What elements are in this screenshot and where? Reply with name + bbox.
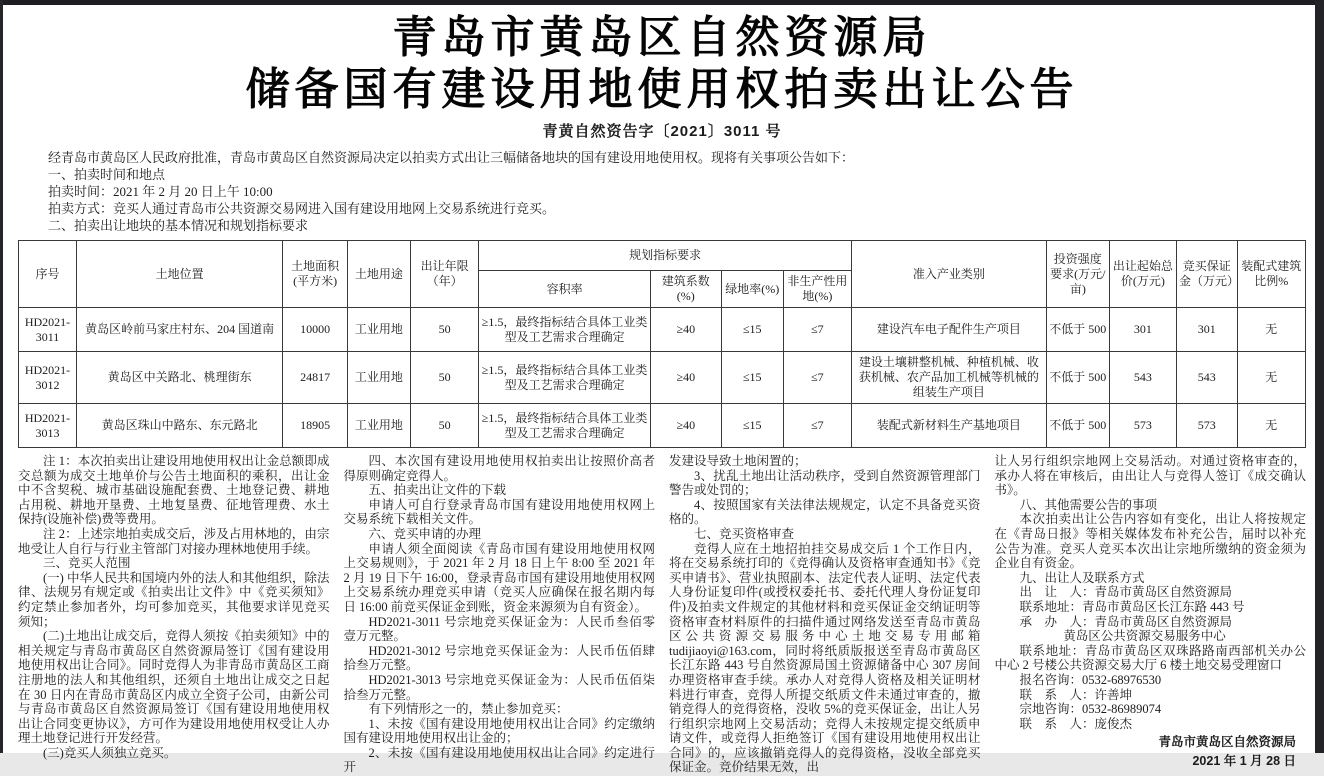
cell-start-price: 573 <box>1109 404 1176 448</box>
paragraph: 竞得人应在土地招拍挂交易成交后 1 个工作日内，将在交易系统打印的《竞得确认及资格审查通知书》《竞买申请书》、营业执照副本、法定代表人证明、法定代表人身份证复印件(或授权委托书、委托代理人身份证复印件)及拍卖文件规定的其他材料和竞买保证金交纳证明等资格审查材料原件的扫描件通过网络发送至青岛市黄岛区公共资源交易服务中心土地交易专用邮箱 tudijiaoyi@163.com，同时将纸质版报送至青岛市黄岛区长江东路 443 号自然资源局国土资源储备中心 307 房间办理资格审查手续。承办人对竞得人资格及相关证明材料进行审查，竞得人所提交纸质文件未通过审查的，撤销竞得人的竞得资格，没收 5%的竞买保证金，出让人另行组织宗地网上交易活动；竞得人未按规定提交纸质申请文件，或竞得人拒绝签订《国有建设用地使用权出让合同》的，应该撤销竞得人的竞得资格，没收全部竞买保证金。竞价结果无效，出 <box>669 541 981 775</box>
section-4-paragraph: 四、本次国有建设用地使用权拍卖出让按照价高者得原则确定竞得人。 <box>343 454 655 483</box>
cell-green: ≤15 <box>721 352 783 404</box>
organizer-line-2: 黄岛区公共资源交易服务中心 <box>1063 629 1226 644</box>
cell-term: 50 <box>411 308 479 352</box>
section-1-heading: 一、拍卖时间和地点 <box>48 167 166 182</box>
continuation-paragraph: 发建设导致土地闲置的； <box>669 454 807 468</box>
header-start-price: 出让起始总价(万元) <box>1109 241 1176 308</box>
cell-industry: 建设土壤耕整机械、种植机械、收获机械、农产品加工机械等机械的组装生产项目 <box>852 352 1047 404</box>
header-term: 出让年限（年） <box>411 241 479 308</box>
section-5-heading: 五、拍卖出让文件的下载 <box>368 483 507 498</box>
cell-nonprod: ≤7 <box>783 352 851 404</box>
masthead <box>0 0 1324 141</box>
organizer-address-line: 联系地址：青岛市黄岛区双珠路路南西部机关办公中心 2 号楼公共资源交易大厅 6 楼土地交易受理窗口 <box>994 643 1306 673</box>
cell-seq: HD2021-3013 <box>19 404 77 448</box>
seller-address-line: 联系地址：青岛市黄岛区长江东路 443 号 <box>1019 599 1245 614</box>
cell-use: 工业用地 <box>347 352 410 404</box>
cell-prefab: 无 <box>1237 352 1305 404</box>
cell-bcr: ≥40 <box>650 308 721 352</box>
paragraph: 3、扰乱土地出让活动秩序，受到自然资源管理部门警告或处罚的； <box>669 468 981 498</box>
cell-use: 工业用地 <box>347 308 410 352</box>
cell-use: 工业用地 <box>347 404 410 448</box>
section-7-heading: 七、竞买资格审查 <box>694 526 795 541</box>
cell-bcr: ≥40 <box>650 352 721 404</box>
header-nonprod: 非生产性用地(%) <box>783 271 851 308</box>
header-area: 土地面积(平方米) <box>283 241 347 308</box>
text-column-3 <box>669 454 981 776</box>
contact-person-2: 联 系 人：庞俊杰 <box>1019 716 1133 731</box>
cell-area: 10000 <box>283 308 347 352</box>
section-8-heading: 八、其他需要公告的事项 <box>1019 497 1158 512</box>
cell-nonprod: ≤7 <box>783 404 851 448</box>
note-2: 注 2：上述宗地拍卖成交后，涉及占用林地的，由宗地受让人自行与行业主管部门对接办理林地使用手续。 <box>18 526 330 556</box>
header-industry: 准入产业类别 <box>852 241 1047 308</box>
seller-line: 出 让 人：青岛市黄岛区自然资源局 <box>1019 585 1233 600</box>
deposit-3011: HD2021-3011 号宗地竞买保证金为：人民币叁佰零壹万元整。 <box>343 614 655 644</box>
cell-start-price: 543 <box>1109 352 1176 404</box>
section-3-heading: 三、竞买人范围 <box>43 556 131 571</box>
cell-prefab: 无 <box>1237 308 1305 352</box>
text-column-1 <box>18 454 330 776</box>
intro-paragraph: 经青岛市黄岛区人民政府批准，青岛市黄岛区自然资源局决定以拍卖方式出让三幅储备地块的国有建设用地使用权。现将有关事项公告如下： <box>48 150 855 165</box>
paragraph: 申请人可自行登录青岛市国有建设用地使用权网上交易系统下载相关文件。 <box>343 497 655 527</box>
signature-date: 2021 年 1 月 28 日 <box>1192 753 1296 768</box>
note-1: 注 1：本次拍卖出让建设用地使用权出让金总额即成交总额为成交土地单价与公告土地面积的乘积，出让金中不含契税、城市基础设施配套费、土地登记费、耕地占用税、耕地开垦费、土地复垦费、征地管理费、水土保持(设施补偿)费等费用。 <box>18 454 330 527</box>
parcel-phone: 宗地咨询：0532-86989074 <box>1019 702 1162 717</box>
table-row <box>19 404 1306 448</box>
paragraph: 申请人须全面阅读《青岛市国有建设用地使用权网上交易规则》，于 2021 年 2 月 18 日上午 8:00 至 2021 年 2 月 19 日下午 16:00，登录青岛市国有建设用地使用权网上交易系统办理竞买申请（竞买人应确保在报名期内每日 16:00 前竞买保证金到账，资金来源须为自有资金）。 <box>343 541 655 614</box>
document-number: 青黄自然资告字〔2021〕3011 号 <box>542 123 782 140</box>
cell-deposit: 573 <box>1176 404 1237 448</box>
cell-location: 黄岛区岭前马家庄村东、204 国道南 <box>77 308 283 352</box>
land-parcel-table <box>18 240 1306 448</box>
page-title-line1: 青岛市黄岛区自然资源局 <box>392 13 932 62</box>
cell-term: 50 <box>411 352 479 404</box>
cell-start-price: 301 <box>1109 308 1176 352</box>
header-invest: 投资强度要求(万元/亩) <box>1046 241 1109 308</box>
cell-seq: HD2021-3012 <box>19 352 77 404</box>
scan-edge-top <box>0 0 1316 5</box>
cell-invest: 不低于 500 <box>1046 352 1109 404</box>
cell-invest: 不低于 500 <box>1046 308 1109 352</box>
cell-green: ≤15 <box>721 404 783 448</box>
scan-edge-right <box>1315 0 1324 753</box>
paragraph: 1、未按《国有建设用地使用权出让合同》约定缴纳国有建设用地使用权出让金的； <box>343 716 655 746</box>
organizer-line: 承 办 人：青岛市黄岛区自然资源局 <box>1019 614 1233 629</box>
signature-org: 青岛市黄岛区自然资源局 <box>1158 735 1296 750</box>
contact-person-1: 联 系 人：许善坤 <box>1019 687 1133 702</box>
paragraph: 2、未按《国有建设用地使用权出让合同》约定进行开 <box>343 745 655 775</box>
cell-prefab: 无 <box>1237 404 1305 448</box>
header-use: 土地用途 <box>347 241 410 308</box>
table-row <box>19 308 1306 352</box>
paragraph: 本次拍卖出让公告内容如有变化，出让人将按规定在《青岛日报》等相关媒体发布补充公告，届时以补充公告为准。竞买人竞买本次出让宗地所缴纳的资金须为企业自有资金。 <box>994 512 1306 571</box>
cell-area: 24817 <box>283 352 347 404</box>
cell-location: 黄岛区珠山中路东、东元路北 <box>77 404 283 448</box>
section-6-heading: 六、竞买申请的办理 <box>368 526 482 541</box>
page-title-line2: 储备国有建设用地使用权拍卖出让公告 <box>245 65 1079 114</box>
cell-far: ≥1.5，最终指标结合具体工业类型及工艺需求合理确定 <box>479 308 651 352</box>
section-9-heading: 九、出让人及联系方式 <box>1019 570 1145 585</box>
cell-far: ≥1.5，最终指标结合具体工业类型及工艺需求合理确定 <box>479 352 651 404</box>
table-row <box>19 352 1306 404</box>
body-text-columns <box>18 454 1306 776</box>
section-2-heading: 二、拍卖出让地块的基本情况和规划指标要求 <box>48 218 309 233</box>
scan-edge-left <box>0 0 3 753</box>
cell-term: 50 <box>411 404 479 448</box>
auction-method: 拍卖方式：竞买人通过青岛市公共资源交易网进入国有建设用地网上交易系统进行竞买。 <box>48 201 556 216</box>
header-deposit: 竞买保证金（万元） <box>1176 241 1237 308</box>
header-bcr: 建筑系数(%) <box>650 271 721 308</box>
paragraph: 有下列情形之一的，禁止参加竞买： <box>368 702 569 717</box>
table-header <box>19 241 1306 308</box>
header-seq: 序号 <box>19 241 77 308</box>
cell-location: 黄岛区中关路北、桃理街东 <box>77 352 283 404</box>
cell-green: ≤15 <box>721 308 783 352</box>
cell-industry: 装配式新材料生产基地项目 <box>852 404 1047 448</box>
registration-phone: 报名咨询：0532-68976530 <box>1019 672 1162 687</box>
auction-time: 拍卖时间：2021 年 2 月 20 日上午 10:00 <box>48 184 273 199</box>
cell-seq: HD2021-3011 <box>19 308 77 352</box>
cell-far: ≥1.5，最终指标结合具体工业类型及工艺需求合理确定 <box>479 404 651 448</box>
header-location: 土地位置 <box>77 241 283 308</box>
cell-bcr: ≥40 <box>650 404 721 448</box>
deposit-3012: HD2021-3012 号宗地竞买保证金为：人民币伍佰肆拾叁万元整。 <box>343 643 655 673</box>
cell-deposit: 301 <box>1176 308 1237 352</box>
cell-deposit: 543 <box>1176 352 1237 404</box>
paragraph: (二)土地出让成交后，竞得人须按《拍卖须知》中的相关规定与青岛市黄岛区自然资源局签订《国有建设用地使用权出让合同》。同时竞得人为非青岛市黄岛区工商注册地的法人和其他组织，还须自土地出让成交之日起在 30 日内在青岛市黄岛区内成立全资子公司，由新公司与青岛市黄岛区自然资源局签订《国有建设用地使用权出让合同变更协议》，方可作为建设用地使用权受让人办理土地登记进行开发经营。 <box>18 629 330 746</box>
cell-industry: 建设汽车电子配件生产项目 <box>852 308 1047 352</box>
header-far: 容积率 <box>479 271 651 308</box>
cell-area: 18905 <box>283 404 347 448</box>
deposit-3013: HD2021-3013 号宗地竞买保证金为：人民币伍佰柒拾叁万元整。 <box>343 672 655 702</box>
header-plan-group: 规划指标要求 <box>479 241 852 271</box>
text-column-2 <box>344 454 656 776</box>
cell-invest: 不低于 500 <box>1046 404 1109 448</box>
intro-section <box>22 149 1302 234</box>
cell-nonprod: ≤7 <box>783 308 851 352</box>
paragraph: (三)竞买人须独立竞买。 <box>43 745 177 760</box>
header-prefab: 装配式建筑比例% <box>1237 241 1305 308</box>
header-green: 绿地率(%) <box>721 271 783 308</box>
paragraph: (一) 中华人民共和国境内外的法人和其他组织，除法律、法规另有规定或《拍卖出让文件》中《竞买须知》约定禁止参加者外，均可参加竞买，其他要求详见竞买须知； <box>18 570 330 629</box>
continuation-paragraph: 让人另行组织宗地网上交易活动。对通过资格审查的，承办人将在审核后，由出让人与竞得人签订《成交确认书》。 <box>994 454 1306 498</box>
text-column-4 <box>995 454 1307 776</box>
paragraph: 4、按照国家有关法律法规规定，认定不具备竞买资格的。 <box>669 497 981 527</box>
